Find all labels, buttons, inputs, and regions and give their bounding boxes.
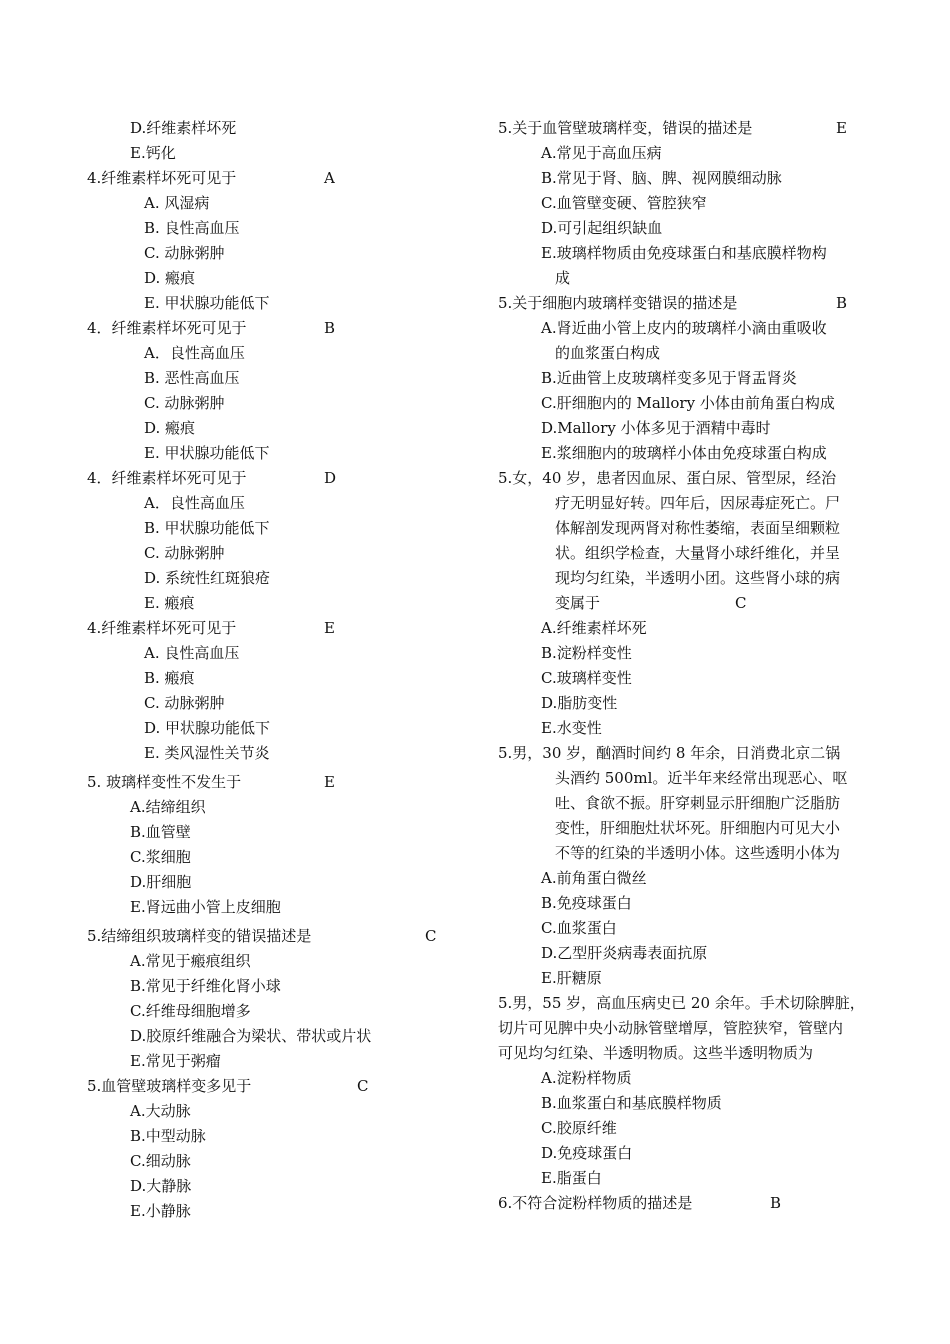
line-text: 5.结缔组织玻璃样变的错误描述是 (87, 927, 312, 945)
answer-key: C (735, 594, 747, 612)
text-line (87, 216, 432, 241)
line-text: E. 甲状腺功能低下 (144, 444, 270, 462)
text-line (87, 949, 432, 974)
line-text: D.大静脉 (130, 1177, 192, 1195)
text-line (498, 566, 883, 591)
line-text: 5.血管壁玻璃样变多见于 (87, 1077, 252, 1095)
line-text: B.血管壁 (130, 823, 191, 841)
text-line (87, 266, 432, 291)
text-line (498, 1066, 883, 1091)
answer-key: E (324, 619, 335, 637)
text-line (87, 795, 432, 820)
question-line (87, 1074, 432, 1099)
question-line (498, 116, 883, 141)
line-text: A. 良性高血压 (144, 644, 240, 662)
line-text: E.脂蛋白 (541, 1169, 602, 1187)
line-text: 可见均匀红染、半透明物质。这些半透明物质为 (498, 1044, 814, 1062)
line-text: 体解剖发现两肾对称性萎缩，表面呈细颗粒 (555, 519, 841, 537)
line-text: 5. 玻璃样变性不发生于 (87, 773, 242, 791)
text-line (498, 841, 883, 866)
question-line (87, 166, 432, 191)
line-text: A.肾近曲小管上皮内的玻璃样小滴由重吸收 (541, 319, 827, 337)
text-line (87, 491, 432, 516)
text-line (498, 341, 883, 366)
text-line (87, 895, 432, 920)
line-text: D. 瘢痕 (144, 269, 196, 287)
text-line (87, 999, 432, 1024)
text-line (87, 974, 432, 999)
text-line (498, 691, 883, 716)
answer-key: C (357, 1077, 369, 1095)
text-line (498, 791, 883, 816)
question-line (498, 1191, 883, 1216)
line-text: C.纤维母细胞增多 (130, 1002, 251, 1020)
line-text: A．良性高血压 (144, 344, 245, 362)
text-line (498, 916, 883, 941)
answer-key: C (425, 927, 437, 945)
answer-key: E (836, 119, 847, 137)
text-line (498, 141, 883, 166)
answer-key: B (770, 1194, 782, 1212)
line-text: E.肝糖原 (541, 969, 602, 987)
line-text: E. 甲状腺功能低下 (144, 294, 270, 312)
answer-key: E (324, 773, 335, 791)
right-column (498, 116, 883, 1216)
text-line (87, 1199, 432, 1224)
text-line (498, 191, 883, 216)
text-line (87, 116, 432, 141)
text-line (498, 766, 883, 791)
text-line (498, 166, 883, 191)
line-text: C. 动脉粥肿 (144, 544, 225, 562)
text-line (498, 1116, 883, 1141)
line-text: C.浆细胞 (130, 848, 191, 866)
text-line (498, 1166, 883, 1191)
text-line (498, 991, 883, 1016)
line-text: 4.纤维素样坏死可见于 (87, 169, 237, 187)
text-line (498, 366, 883, 391)
line-text: D.免疫球蛋白 (541, 1144, 633, 1162)
line-text: C. 动脉粥肿 (144, 694, 225, 712)
question-line (87, 770, 432, 795)
text-line (498, 1041, 883, 1066)
question-line (87, 316, 432, 341)
text-line (87, 291, 432, 316)
text-line (87, 141, 432, 166)
text-line (498, 966, 883, 991)
line-text: D.Mallory 小体多见于酒精中毒时 (541, 419, 771, 437)
text-line (498, 1091, 883, 1116)
text-line (87, 566, 432, 591)
line-text: 吐、食欲不振。肝穿刺显示肝细胞广泛脂肪 (555, 794, 841, 812)
text-line (498, 716, 883, 741)
text-line (498, 266, 883, 291)
line-text: B. 恶性高血压 (144, 369, 240, 387)
line-text: 不等的红染的半透明小体。这些透明小体为 (555, 844, 841, 862)
line-text: A.常见于高血压病 (541, 144, 662, 162)
answer-key: D (324, 469, 337, 487)
line-text: D. 系统性红斑狼疮 (144, 569, 271, 587)
line-text: C.细动脉 (130, 1152, 191, 1170)
line-text: B.免疫球蛋白 (541, 894, 632, 912)
line-text: 现均匀红染，半透明小团。这些肾小球的病 (555, 569, 841, 587)
text-line (498, 516, 883, 541)
line-text: D.纤维素样坏死 (130, 119, 237, 137)
line-text: 5.关于血管壁玻璃样变，错误的描述是 (498, 119, 753, 137)
line-text: 5.关于细胞内玻璃样变错误的描述是 (498, 294, 738, 312)
line-text: D. 甲状腺功能低下 (144, 719, 271, 737)
line-text: B. 甲状腺功能低下 (144, 519, 270, 537)
text-line (498, 616, 883, 641)
line-text: 变属于 (555, 594, 601, 612)
text-line (87, 666, 432, 691)
line-text: C.血浆蛋白 (541, 919, 617, 937)
text-line (87, 241, 432, 266)
line-text: A.淀粉样物质 (541, 1069, 632, 1087)
text-line (498, 391, 883, 416)
line-text: B. 良性高血压 (144, 219, 240, 237)
text-line (87, 1124, 432, 1149)
text-line (498, 1141, 883, 1166)
line-text: D.肝细胞 (130, 873, 192, 891)
line-text: 变性，肝细胞灶状坏死。肝细胞内可见大小 (555, 819, 841, 837)
text-line (87, 591, 432, 616)
text-line (498, 891, 883, 916)
text-line (87, 341, 432, 366)
text-line (87, 820, 432, 845)
text-line (498, 316, 883, 341)
text-line (87, 1174, 432, 1199)
text-line (87, 845, 432, 870)
line-text: B.淀粉样变性 (541, 644, 632, 662)
line-text: 状。组织学检查，大量肾小球纤维化，并呈 (555, 544, 841, 562)
text-line (87, 1024, 432, 1049)
line-text: E.玻璃样物质由免疫球蛋白和基底膜样物构 (541, 244, 827, 262)
line-text: B.血浆蛋白和基底膜样物质 (541, 1094, 722, 1112)
text-line (87, 1099, 432, 1124)
line-text: A.大动脉 (130, 1102, 191, 1120)
text-line (498, 666, 883, 691)
left-column (87, 116, 437, 1224)
text-line (498, 241, 883, 266)
text-line (87, 191, 432, 216)
text-line (498, 216, 883, 241)
text-line (87, 1049, 432, 1074)
text-line (498, 416, 883, 441)
line-text: A.纤维素样坏死 (541, 619, 647, 637)
line-text: D.可引起组织缺血 (541, 219, 663, 237)
line-text: B.常见于肾、脑、脾、视网膜细动脉 (541, 169, 782, 187)
answer-key: B (836, 294, 848, 312)
text-line (87, 641, 432, 666)
line-text: B. 瘢痕 (144, 669, 195, 687)
line-text: E.钙化 (130, 144, 176, 162)
text-line (87, 691, 432, 716)
text-line (498, 866, 883, 891)
question-line (87, 466, 432, 491)
text-line (87, 716, 432, 741)
text-line (87, 441, 432, 466)
question-line (498, 591, 883, 616)
line-text: E.水变性 (541, 719, 602, 737)
text-line (498, 441, 883, 466)
line-text: A．良性高血压 (144, 494, 245, 512)
text-line (87, 870, 432, 895)
line-text: 头酒约 500ml。近半年来经常出现恶心、呕 (555, 769, 848, 787)
question-line (87, 924, 437, 949)
line-text: D. 瘢痕 (144, 419, 196, 437)
text-line (87, 391, 432, 416)
line-text: C.血管壁变硬、管腔狭窄 (541, 194, 707, 212)
answer-key: B (324, 319, 336, 337)
line-text: C.胶原纤维 (541, 1119, 617, 1137)
line-text: D.乙型肝炎病毒表面抗原 (541, 944, 708, 962)
text-line (87, 366, 432, 391)
line-text: D.脂肪变性 (541, 694, 618, 712)
text-line (498, 641, 883, 666)
line-text: 6.不符合淀粉样物质的描述是 (498, 1194, 693, 1212)
line-text: 5.男，30 岁，酗酒时间约 8 年余，日消费北京二锅 (498, 744, 841, 762)
text-line (87, 516, 432, 541)
text-line (87, 1149, 432, 1174)
question-line (498, 291, 883, 316)
line-text: A.常见于瘢痕组织 (130, 952, 251, 970)
text-line (498, 741, 883, 766)
line-text: 的血浆蛋白构成 (555, 344, 661, 362)
line-text: B.近曲管上皮玻璃样变多见于肾盂肾炎 (541, 369, 797, 387)
line-text: 4．纤维素样坏死可见于 (87, 469, 247, 487)
line-text: 切片可见脾中央小动脉管壁增厚，管腔狭窄，管壁内 (498, 1019, 844, 1037)
line-text: 4．纤维素样坏死可见于 (87, 319, 247, 337)
line-text: 疗无明显好转。四年后，因尿毒症死亡。尸 (555, 494, 841, 512)
line-text: C.玻璃样变性 (541, 669, 632, 687)
text-line (87, 741, 432, 766)
question-line (87, 616, 432, 641)
line-text: B.常见于纤维化肾小球 (130, 977, 281, 995)
line-text: C.肝细胞内的 Mallory 小体由前角蛋白构成 (541, 394, 835, 412)
line-text: A.前角蛋白微丝 (541, 869, 647, 887)
text-line (498, 466, 883, 491)
line-text: 5.女，40 岁，患者因血尿、蛋白尿、管型尿，经治 (498, 469, 837, 487)
text-line (87, 541, 432, 566)
line-text: C. 动脉粥肿 (144, 244, 225, 262)
line-text: 4.纤维素样坏死可见于 (87, 619, 237, 637)
line-text: E.常见于粥瘤 (130, 1052, 221, 1070)
line-text: E. 类风湿性关节炎 (144, 744, 270, 762)
line-text: E.小静脉 (130, 1202, 191, 1220)
line-text: A.结缔组织 (130, 798, 206, 816)
text-line (498, 491, 883, 516)
text-line (498, 1016, 883, 1041)
line-text: E.浆细胞内的玻璃样小体由免疫球蛋白构成 (541, 444, 827, 462)
line-text: E.肾远曲小管上皮细胞 (130, 898, 281, 916)
line-text: E. 瘢痕 (144, 594, 195, 612)
text-line (498, 816, 883, 841)
line-text: B.中型动脉 (130, 1127, 206, 1145)
text-line (87, 416, 432, 441)
text-line (498, 541, 883, 566)
answer-key: A (324, 169, 335, 187)
line-text: A. 风湿病 (144, 194, 210, 212)
line-text: 5.男，55 岁，高血压病史已 20 余年。手术切除脾脏， (498, 994, 865, 1012)
line-text: 成 (555, 269, 571, 287)
line-text: C. 动脉粥肿 (144, 394, 225, 412)
text-line (498, 941, 883, 966)
line-text: D.胶原纤维融合为梁状、带状或片状 (130, 1027, 372, 1045)
